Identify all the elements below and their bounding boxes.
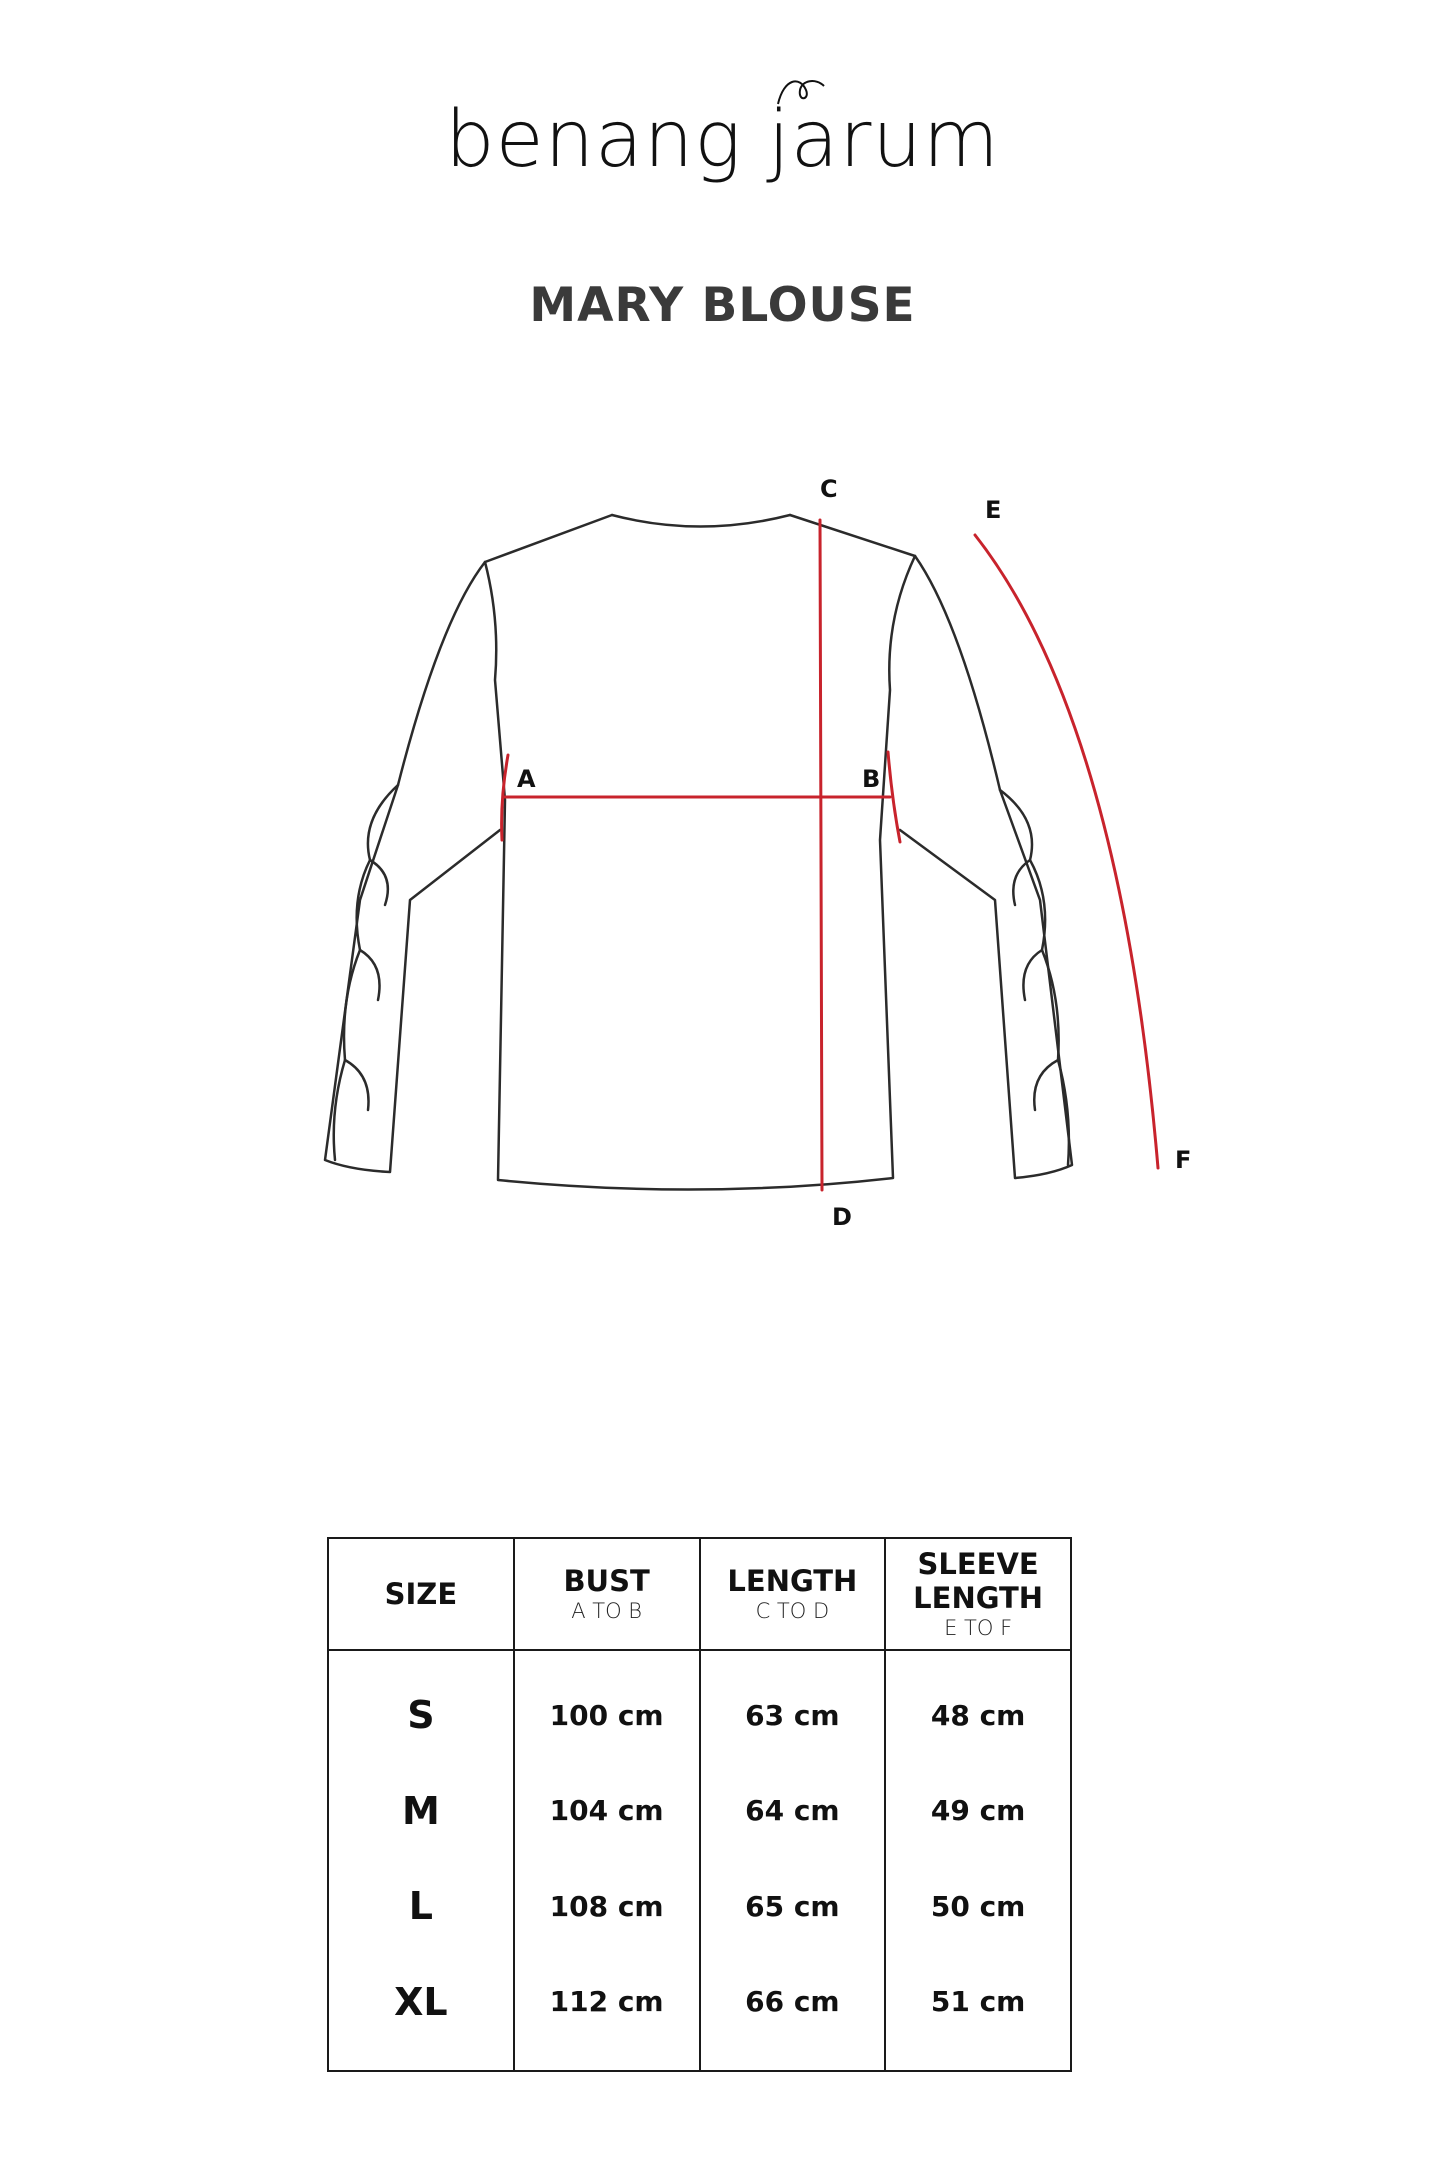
point-a-label: A	[517, 765, 536, 793]
header-bust: BUST A TO B	[514, 1538, 700, 1650]
size-cell: XL	[328, 1954, 514, 2071]
table-header-row	[328, 1538, 1071, 1650]
bust-cell: 100 cm	[514, 1650, 700, 1763]
sleeve-cell: 50 cm	[885, 1858, 1071, 1953]
brand-logo: benang jarum	[445, 95, 1000, 185]
sleeve-length-line	[975, 535, 1158, 1168]
size-cell: L	[328, 1858, 514, 1953]
length-cell: 63 cm	[700, 1650, 886, 1763]
point-b-label: B	[862, 765, 881, 793]
neckline	[612, 515, 790, 527]
table-row	[328, 1763, 1071, 1858]
right-sleeve	[900, 556, 1072, 1178]
length-cell: 64 cm	[700, 1763, 886, 1858]
header-length: LENGTH C TO D	[700, 1538, 886, 1650]
point-c-label: C	[820, 475, 838, 503]
sleeve-cell: 51 cm	[885, 1954, 1071, 2071]
table-row	[328, 1954, 1071, 2071]
size-cell: M	[328, 1763, 514, 1858]
sleeve-cell: 49 cm	[885, 1763, 1071, 1858]
page-title: MARY BLOUSE	[529, 278, 916, 333]
size-cell: S	[328, 1650, 514, 1763]
table-row	[328, 1650, 1071, 1763]
table-row	[328, 1858, 1071, 1953]
left-sleeve	[325, 562, 500, 1172]
point-f-label: F	[1175, 1146, 1192, 1174]
bust-cell: 104 cm	[514, 1763, 700, 1858]
bust-cell: 108 cm	[514, 1858, 700, 1953]
header-size: SIZE	[328, 1538, 514, 1650]
length-cell: 65 cm	[700, 1858, 886, 1953]
size-chart-table	[327, 1537, 1072, 2072]
bust-cell: 112 cm	[514, 1954, 700, 2071]
point-e-label: E	[985, 496, 1002, 524]
length-line	[820, 520, 822, 1190]
point-d-label: D	[832, 1203, 852, 1231]
length-cell: 66 cm	[700, 1954, 886, 2071]
sleeve-cell: 48 cm	[885, 1650, 1071, 1763]
header-sleeve-length: SLEEVE LENGTH E TO F	[885, 1538, 1071, 1650]
blouse-body	[485, 515, 915, 1190]
